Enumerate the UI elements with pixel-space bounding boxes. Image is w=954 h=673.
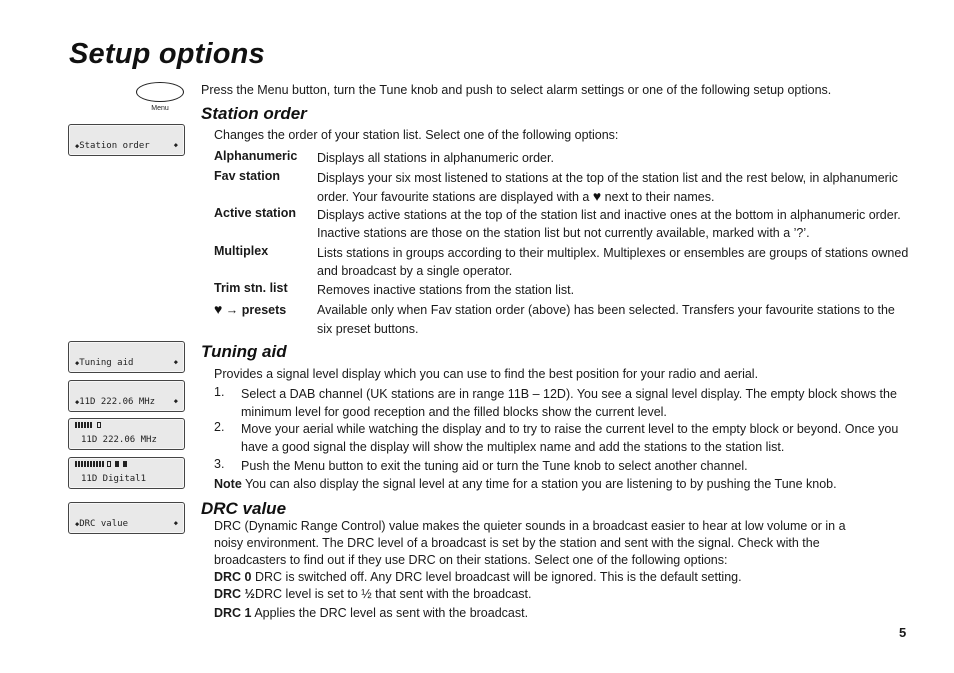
lcd-text: DRC value — [79, 519, 128, 529]
option-desc: Displays all stations in alphanumeric order. — [317, 151, 554, 165]
section-heading-tuning-aid: Tuning aid — [201, 342, 287, 361]
step-number: 3. — [214, 457, 225, 471]
lcd-text: Tuning aid — [79, 358, 134, 368]
drc-description: DRC (Dynamic Range Control) value makes the quieter sounds in a broadcast easier to hear at low volume or in a noisy environment. The DRC level of a broadcast is set by the station and sent with the signal. Check with the broadcasters to find out if they use DRC on their stations. Select one of the following options: — [214, 519, 846, 567]
drc-option: DRC 0 DRC is switched off. Any DRC level broadcast will be ignored. This is the default setting. — [214, 570, 742, 584]
section-heading-station-order: Station order — [201, 104, 307, 123]
filled-block-icon — [115, 461, 119, 467]
lcd-arrow-right-icon: ◆ — [173, 397, 178, 405]
filled-block-icon — [123, 461, 127, 467]
lcd-arrow-right-icon: ◆ — [173, 358, 178, 366]
option-term: Fav station — [214, 169, 280, 183]
drc-option: DRC ½DRC level is set to ½ that sent with the broadcast. — [214, 587, 532, 601]
lcd-text: 11D Digital1 — [81, 474, 147, 484]
option-desc: Displays active stations at the top of the station list and inactive ones at the bottom in alphanumeric order. Inactive stations are those on the station list but not currently available, marked with a ’?’. — [317, 208, 901, 240]
option-term: Alphanumeric — [214, 149, 298, 163]
heart-icon: ♥ — [592, 188, 602, 204]
intro-text: Press the Menu button, turn the Tune knob and push to select alarm settings or one of the following setup options. — [201, 83, 832, 97]
step-number: 1. — [214, 385, 225, 399]
tuning-aid-note: Note You can also display the signal level at any time for a station you are listening to by pushing the Tune knob. — [214, 477, 837, 491]
lcd-arrow-left-icon: ◆11D 222.06 MHz — [75, 397, 156, 407]
lcd-arrow-right-icon: ◆ — [173, 519, 178, 527]
lcd-signal-level-low — [68, 418, 185, 450]
arrow-right-icon: → — [225, 303, 239, 317]
lcd-signal-level-good — [68, 457, 185, 489]
page-title: Setup options — [69, 38, 265, 70]
lcd-arrow-left-icon: ◆DRC value — [75, 519, 128, 529]
lcd-drc-value — [68, 502, 185, 534]
lcd-text: 11D 222.06 MHz — [79, 397, 156, 407]
menu-button-label: Menu — [151, 105, 169, 112]
page-number: 5 — [899, 625, 907, 640]
lcd-text: 11D 222.06 MHz — [81, 435, 157, 445]
option-desc: Displays your six most listened to stations at the top of the station list and the rest below, in alphanumeric order. Your favourite stations are displayed with a ♥ next to their names. — [317, 171, 898, 204]
lcd-arrow-left-icon: ◆Station order — [75, 141, 150, 151]
lcd-channel-select — [68, 380, 185, 412]
drc-option: DRC 1 Applies the DRC level as sent with the broadcast. — [214, 606, 529, 620]
lcd-arrow-left-icon: ◆Tuning aid — [75, 358, 134, 368]
lcd-text: Station order — [79, 141, 150, 151]
step-text: Push the Menu button to exit the tuning aid or turn the Tune knob to select another channel. — [241, 459, 748, 473]
tuning-aid-description: Provides a signal level display which you can use to find the best position for your radio and aerial. — [214, 367, 759, 381]
station-order-description: Changes the order of your station list. Select one of the following options: — [214, 128, 619, 142]
step-text: Move your aerial while watching the display and to try to raise the current level to the empty block or beyond. Once you have a good signal the display will show the multiplex name and add the stations to the station list. — [241, 422, 899, 454]
option-desc: Available only when Fav station order (above) has been selected. Transfers your favourite stations to the six preset buttons. — [317, 303, 895, 336]
option-term: Multiplex — [214, 244, 269, 258]
lcd-arrow-right-icon: ◆ — [173, 141, 178, 149]
heart-icon: ♥ — [214, 301, 223, 317]
section-heading-drc-value: DRC value — [201, 499, 287, 518]
option-desc: Removes inactive stations from the station list. — [317, 283, 575, 297]
option-desc: Lists stations in groups according to their multiplex. Multiplexes or ensembles are groups of stations owned and broadcast by a single operator. — [317, 246, 909, 278]
menu-button-illustration — [136, 82, 184, 102]
lcd-station-order — [68, 124, 185, 156]
signal-bars-icon — [75, 422, 92, 428]
option-term: Trim stn. list — [214, 281, 288, 295]
step-text: Select a DAB channel (UK stations are in range 11B – 12D). You see a signal level display. The empty block shows the minimum level for good reception and the filled blocks show the current level. — [241, 387, 897, 419]
empty-block-icon — [107, 461, 111, 467]
empty-block-icon — [97, 422, 101, 428]
signal-bars-icon — [75, 461, 104, 467]
option-term: Active station — [214, 206, 296, 220]
step-number: 2. — [214, 420, 225, 434]
lcd-tuning-aid — [68, 341, 185, 373]
option-term-hearts-presets: ♥ → presets — [214, 301, 287, 317]
